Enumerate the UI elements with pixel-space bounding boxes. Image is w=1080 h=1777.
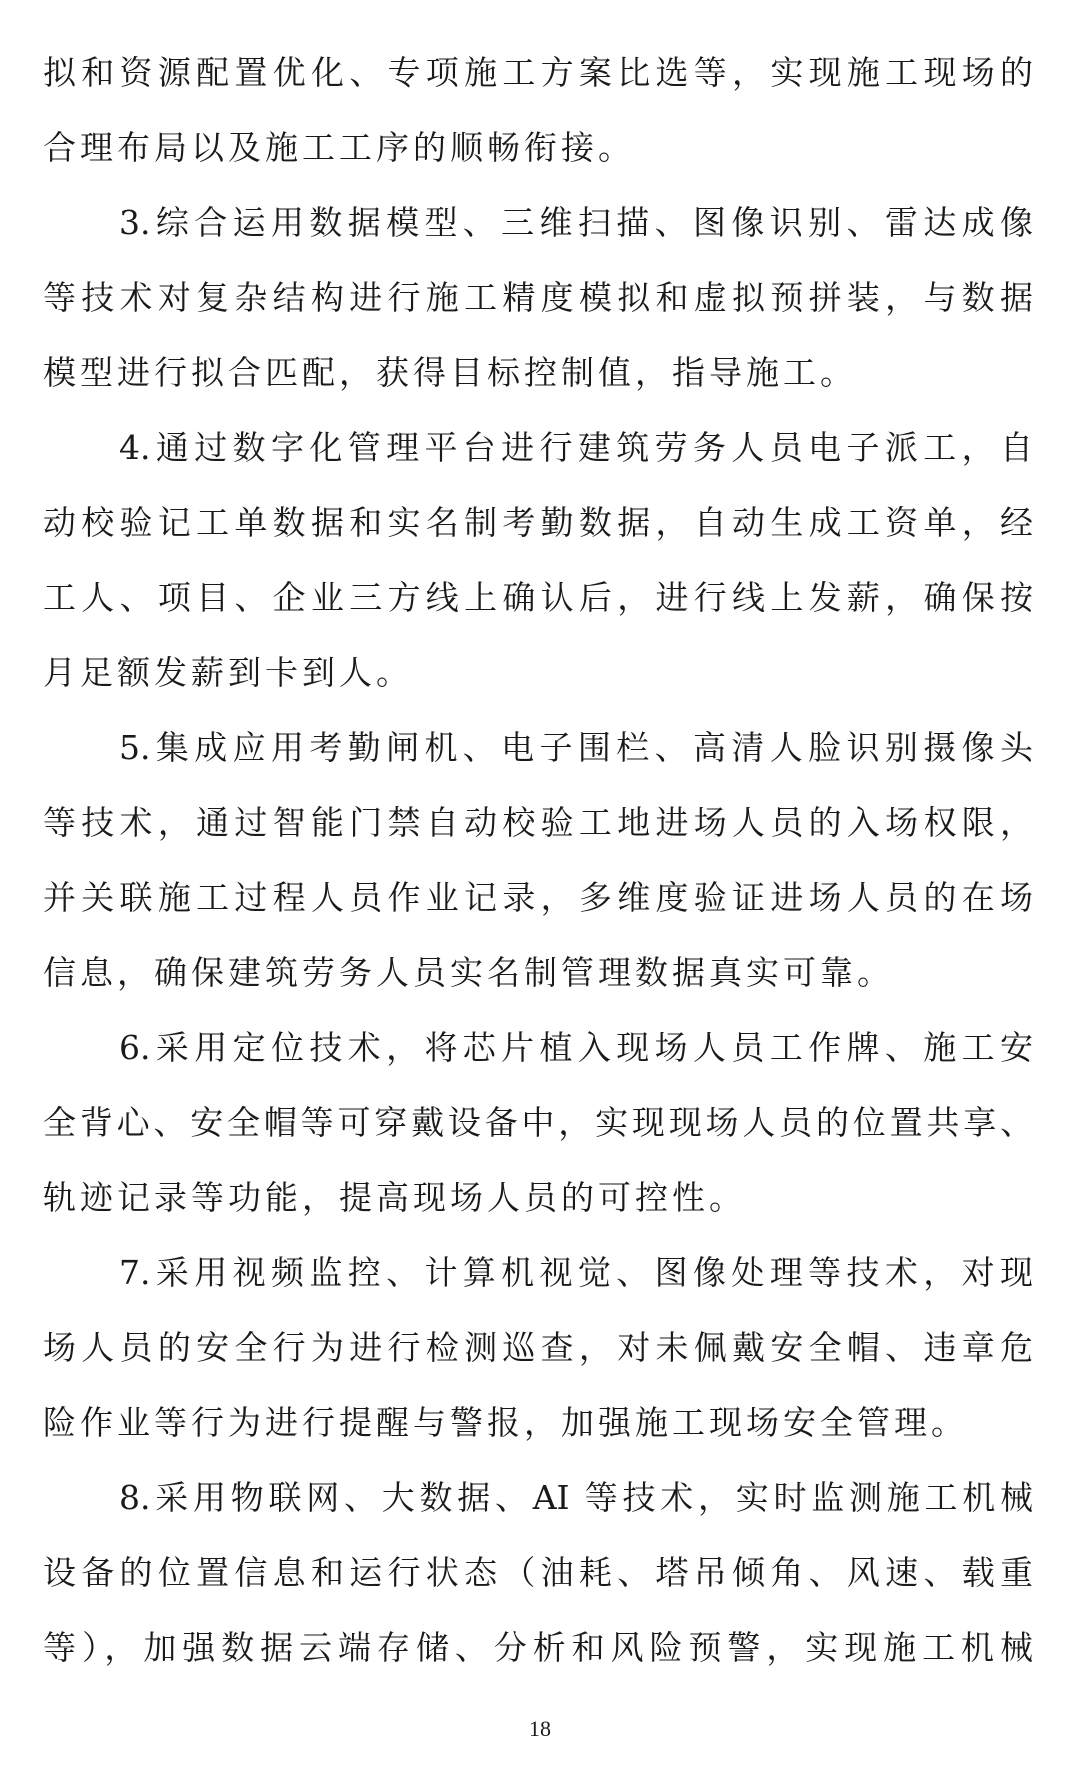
paragraph-0-line: 拟和资源配置优化、专项施工方案比选等，实现施工现场的 bbox=[43, 53, 1033, 92]
paragraph-3-line: 信息，确保建筑劳务人员实名制管理数据真实可靠。 bbox=[43, 953, 894, 992]
paragraph-5-line: 场人员的安全行为进行检测巡查，对未佩戴安全帽、违章危 bbox=[43, 1328, 1033, 1367]
paragraph-4-line: 全背心、安全帽等可穿戴设备中，实现现场人员的位置共享、 bbox=[43, 1103, 1033, 1142]
page-number: 18 bbox=[529, 1716, 551, 1741]
paragraph-3-line: 并关联施工过程人员作业记录，多维度验证进场人员的在场 bbox=[43, 878, 1033, 917]
paragraph-2-line: 月足额发薪到卡到人。 bbox=[43, 653, 413, 692]
paragraph-3-line: 等技术，通过智能门禁自动校验工地进场人员的入场权限， bbox=[43, 803, 1033, 842]
paragraph-0-line: 合理布局以及施工工序的顺畅衔接。 bbox=[43, 128, 635, 167]
paragraph-6-line: 等），加强数据云端存储、分析和风险预警，实现施工机械 bbox=[43, 1628, 1033, 1667]
paragraph-2-line: 工人、项目、企业三方线上确认后，进行线上发薪，确保按 bbox=[43, 578, 1033, 617]
paragraph-6-line: 设备的位置信息和运行状态（油耗、塔吊倾角、风速、载重 bbox=[43, 1553, 1033, 1592]
paragraph-1-line: 等技术对复杂结构进行施工精度模拟和虚拟预拼装，与数据 bbox=[43, 278, 1033, 317]
paragraph-3-line: 5.集成应用考勤闸机、电子围栏、高清人脸识别摄像头 bbox=[119, 728, 1033, 767]
paragraph-1-line: 模型进行拟合匹配，获得目标控制值，指导施工。 bbox=[43, 353, 857, 392]
paragraph-4-line: 轨迹记录等功能，提高现场人员的可控性。 bbox=[43, 1178, 746, 1217]
paragraph-2-line: 4.通过数字化管理平台进行建筑劳务人员电子派工，自 bbox=[119, 428, 1033, 467]
paragraph-1-line: 3.综合运用数据模型、三维扫描、图像识别、雷达成像 bbox=[119, 203, 1033, 242]
paragraph-2-line: 动校验记工单数据和实名制考勤数据，自动生成工资单，经 bbox=[43, 503, 1033, 542]
paragraph-4-line: 6.采用定位技术，将芯片植入现场人员工作牌、施工安 bbox=[119, 1028, 1033, 1067]
paragraph-5-line: 险作业等行为进行提醒与警报，加强施工现场安全管理。 bbox=[43, 1403, 968, 1442]
paragraph-6-line: 8.采用物联网、大数据、AI 等技术，实时监测施工机械 bbox=[119, 1478, 1033, 1517]
paragraph-5-line: 7.采用视频监控、计算机视觉、图像处理等技术，对现 bbox=[119, 1253, 1033, 1292]
